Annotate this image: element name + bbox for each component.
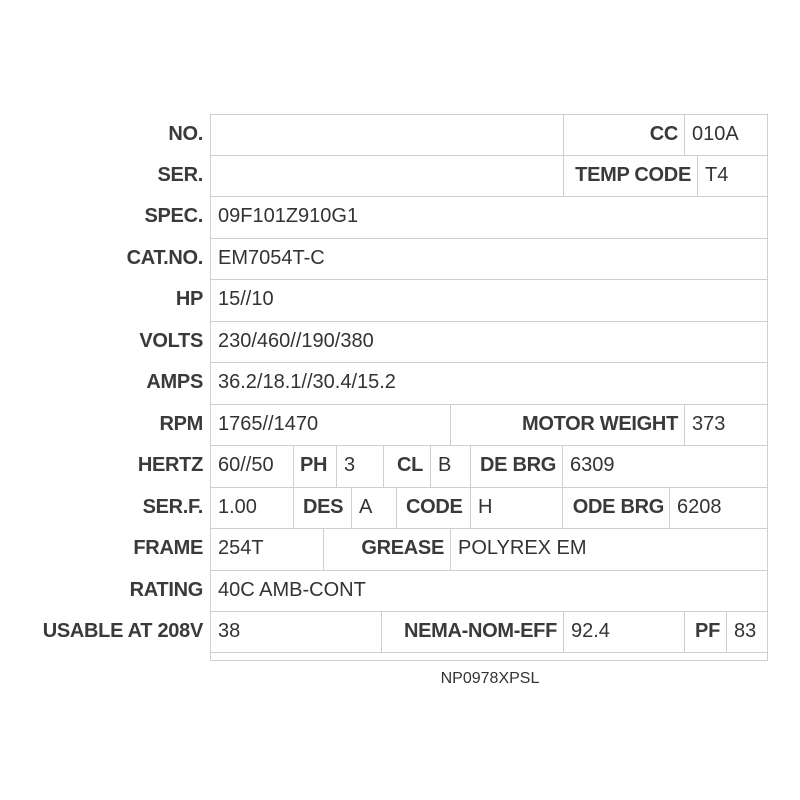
row-usable-at-208v [0, 611, 800, 652]
frame-value: 254T [218, 537, 264, 559]
row-label: SER. [157, 164, 203, 186]
row-ser [0, 155, 800, 196]
pf-label: PF [695, 620, 720, 642]
row-label: USABLE AT 208V [42, 620, 203, 642]
cc-label: CC [649, 123, 678, 145]
hp-value: 15//10 [218, 288, 274, 310]
cat-no-value: EM7054T-C [218, 247, 325, 269]
ph-value: 3 [344, 454, 356, 476]
cl-label: CL [397, 454, 424, 476]
row-label: FRAME [133, 537, 203, 559]
ph-label: PH [300, 454, 328, 476]
row-ser-f [0, 487, 800, 528]
row-label: RATING [129, 579, 203, 601]
row-amps [0, 362, 800, 403]
row-label: AMPS [146, 371, 203, 393]
row-label: SER.F. [142, 496, 203, 518]
spec-value: 09F101Z910G1 [218, 205, 359, 227]
ser-value [210, 155, 218, 196]
row-hertz [0, 445, 800, 487]
row-no [0, 114, 800, 155]
row-label: VOLTS [139, 330, 203, 352]
motor-weight-value: 373 [692, 413, 726, 435]
ser-f-value: 1.00 [218, 496, 257, 518]
cc-value: 010A [692, 123, 739, 145]
des-value: A [359, 496, 373, 518]
temp-code-label: TEMP CODE [575, 164, 691, 186]
row-label: RPM [159, 413, 203, 435]
volts-value: 230/460//190/380 [218, 330, 374, 352]
nema-nom-eff-value: 92.4 [571, 620, 610, 642]
cl-value: B [438, 454, 452, 476]
hertz-value: 60//50 [218, 454, 274, 476]
row-label: SPEC. [144, 205, 203, 227]
grid-line [210, 660, 767, 661]
de-brg-value: 6309 [570, 454, 615, 476]
row-rating [0, 570, 800, 611]
row-label: NO. [168, 123, 203, 145]
no-value [210, 114, 218, 155]
ode-brg-value: 6208 [677, 496, 722, 518]
rpm-value: 1765//1470 [218, 413, 319, 435]
row-label: HERTZ [137, 454, 203, 476]
de-brg-label: DE BRG [480, 454, 556, 476]
row-label: HP [175, 288, 203, 310]
row-label: CAT.NO. [126, 247, 203, 269]
grease-label: GREASE [361, 537, 444, 559]
part-number: NP0978XPSL [440, 670, 540, 687]
row-hp [0, 279, 800, 320]
code-label: CODE [406, 496, 463, 518]
row-volts [0, 321, 800, 362]
temp-code-value: T4 [705, 164, 729, 186]
nema-nom-eff-label: NEMA-NOM-EFF [403, 620, 557, 642]
row-cat-no [0, 238, 800, 279]
amps-value: 36.2/18.1//30.4/15.2 [218, 371, 396, 393]
row-rpm [0, 404, 800, 445]
code-value: H [478, 496, 493, 518]
row-frame [0, 528, 800, 570]
pf-value: 83 [734, 620, 757, 642]
rating-value: 40C AMB-CONT [218, 579, 366, 601]
motor-weight-label: MOTOR WEIGHT [521, 413, 678, 435]
des-label: DES [303, 496, 344, 518]
row-spec [0, 196, 800, 237]
ode-brg-label: ODE BRG [572, 496, 664, 518]
usable-value: 38 [218, 620, 241, 642]
grid-line [210, 652, 767, 653]
grease-value: POLYREX EM [458, 537, 587, 559]
